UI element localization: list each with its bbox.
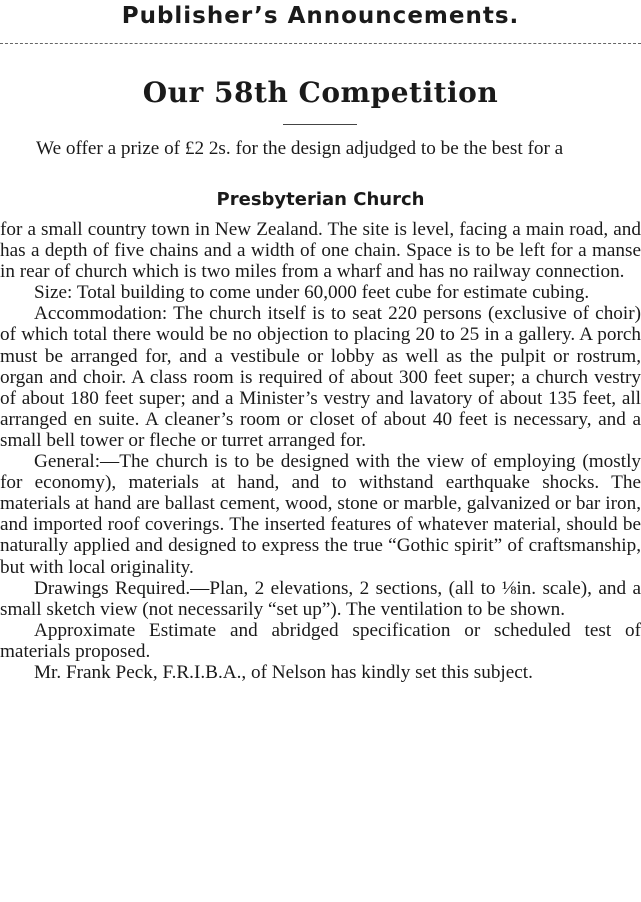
paragraph-general: General:—The church is to be designed with the view of employing (mostly for economy), materials at hand, and to withstand earthquake shocks. The materials at hand are ballast cement, wood, stone or marble, galvanized or bar iron, and imported roof coverings. The inserted features of whatever material, should be naturally applied and designed to express the true “Gothic spirit” of craftsmanship, but with local originality. <box>0 451 641 578</box>
header-title: Publisher’s Announcements. <box>121 3 520 29</box>
paragraph-accommodation: Accommodation: The church itself is to seat 220 persons (exclusive of choir) of which total there would be no objection to placing 20 to 25 in a gallery. A porch must be arranged for, and a vestibule or lobby as well as the pulpit or rostrum, organ and choir. A class room is required of about 300 feet super; a church vestry of about 180 feet super; and a Minister’s vestry and lavatory of about 135 feet, all arranged en suite. A cleaner’s room or closet of about 40 feet is necessary, and a small bell tower or fleche or turret arranged for. <box>0 303 641 451</box>
intro-paragraph: We offer a prize of £2 2s. for the design adjudged to be the best for a <box>36 138 564 159</box>
header-divider <box>0 43 641 44</box>
paragraph-size: Size: Total building to come under 60,000 feet cube for estimate cubing. <box>34 282 590 304</box>
title-divider <box>283 124 357 125</box>
article-title: Our 58th Competition <box>142 76 499 109</box>
article-body <box>0 219 641 683</box>
paragraph-drawings: Drawings Required.—Plan, 2 elevations, 2 sections, (all to ⅛in. scale), and a small sketch view (not necessarily “set up”). The ventilation to be shown. <box>0 577 641 620</box>
article-intro <box>0 138 641 159</box>
paragraph-site: for a small country town in New Zealand. The site is level, facing a main road, and has a depth of five chains and a width of one chain. Space is to be left for a manse in rear of church which is two miles from a wharf and has no railway connection. <box>0 219 641 283</box>
article-subheading: Presbyterian Church <box>216 189 425 210</box>
page-header <box>0 0 641 44</box>
paragraph-assessor: Mr. Frank Peck, F.R.I.B.A., of Nelson has kindly set this subject. <box>34 661 533 683</box>
paragraph-estimate: Approximate Estimate and abridged specification or scheduled test of materials proposed. <box>0 619 641 662</box>
